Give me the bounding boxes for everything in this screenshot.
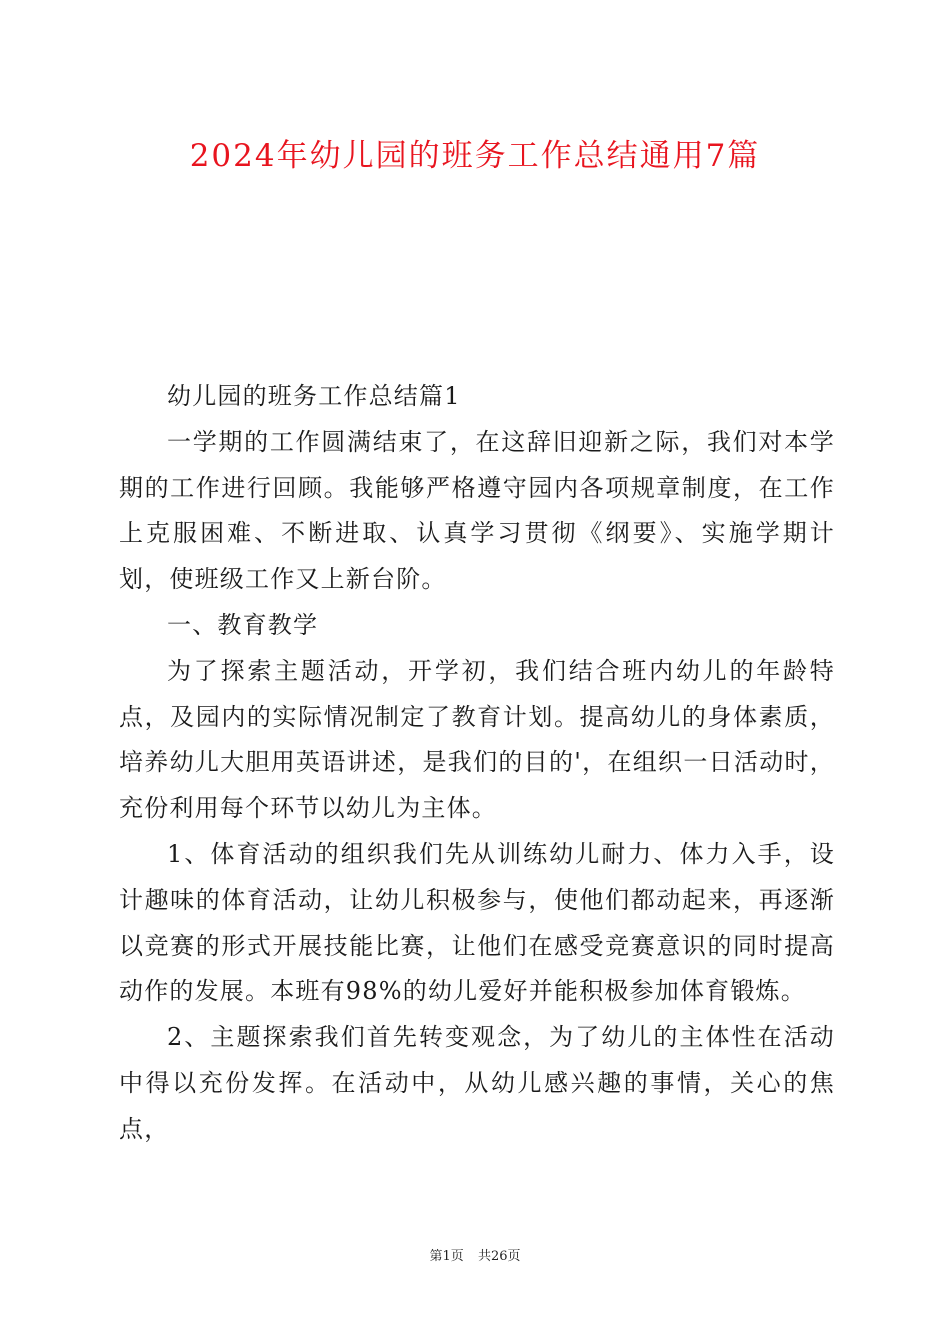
section-heading: 幼儿园的班务工作总结篇1 bbox=[167, 382, 461, 410]
paragraph: 一学期的工作圆满结束了，在这辞旧迎新之际，我们对本学期的工作进行回顾。我能够严格遵守园内各项规章制度，在工作上克服困难、不断进取、认真学习贯彻《纲要》、实施学期计划，使班级工作又上新台阶。 bbox=[119, 427, 835, 594]
paragraph: 为了探索主题活动，开学初，我们结合班内幼儿的年龄特点，及园内的实际情况制定了教育计划。提高幼儿的身体素质，培养幼儿大胆用英语讲述，是我们的目的'，在组织一日活动时，充份利用每个环节以幼儿为主体。 bbox=[119, 656, 835, 823]
paragraph: 2、主题探索我们首先转变观念，为了幼儿的主体性在活动中得以充份发挥。在活动中，从幼儿感兴趣的事情，关心的焦点， bbox=[119, 1023, 835, 1143]
paragraph: 1、体育活动的组织我们先从训练幼儿耐力、体力入手，设计趣味的体育活动，让幼儿积极参与，使他们都动起来，再逐渐以竞赛的形式开展技能比赛，让他们在感受竞赛意识的同时提高动作的发展。本班有98%的幼儿爱好并能积极参加体育锻炼。 bbox=[119, 839, 835, 1006]
page-footer bbox=[0, 1248, 950, 1266]
subsection-heading: 一、教育教学 bbox=[167, 610, 319, 639]
document-body bbox=[119, 374, 835, 1153]
page-total: 共26页 bbox=[477, 1249, 521, 1264]
page-number: 第1页 bbox=[429, 1249, 464, 1264]
document-title: 2024年幼儿园的班务工作总结通用7篇 bbox=[189, 138, 761, 174]
